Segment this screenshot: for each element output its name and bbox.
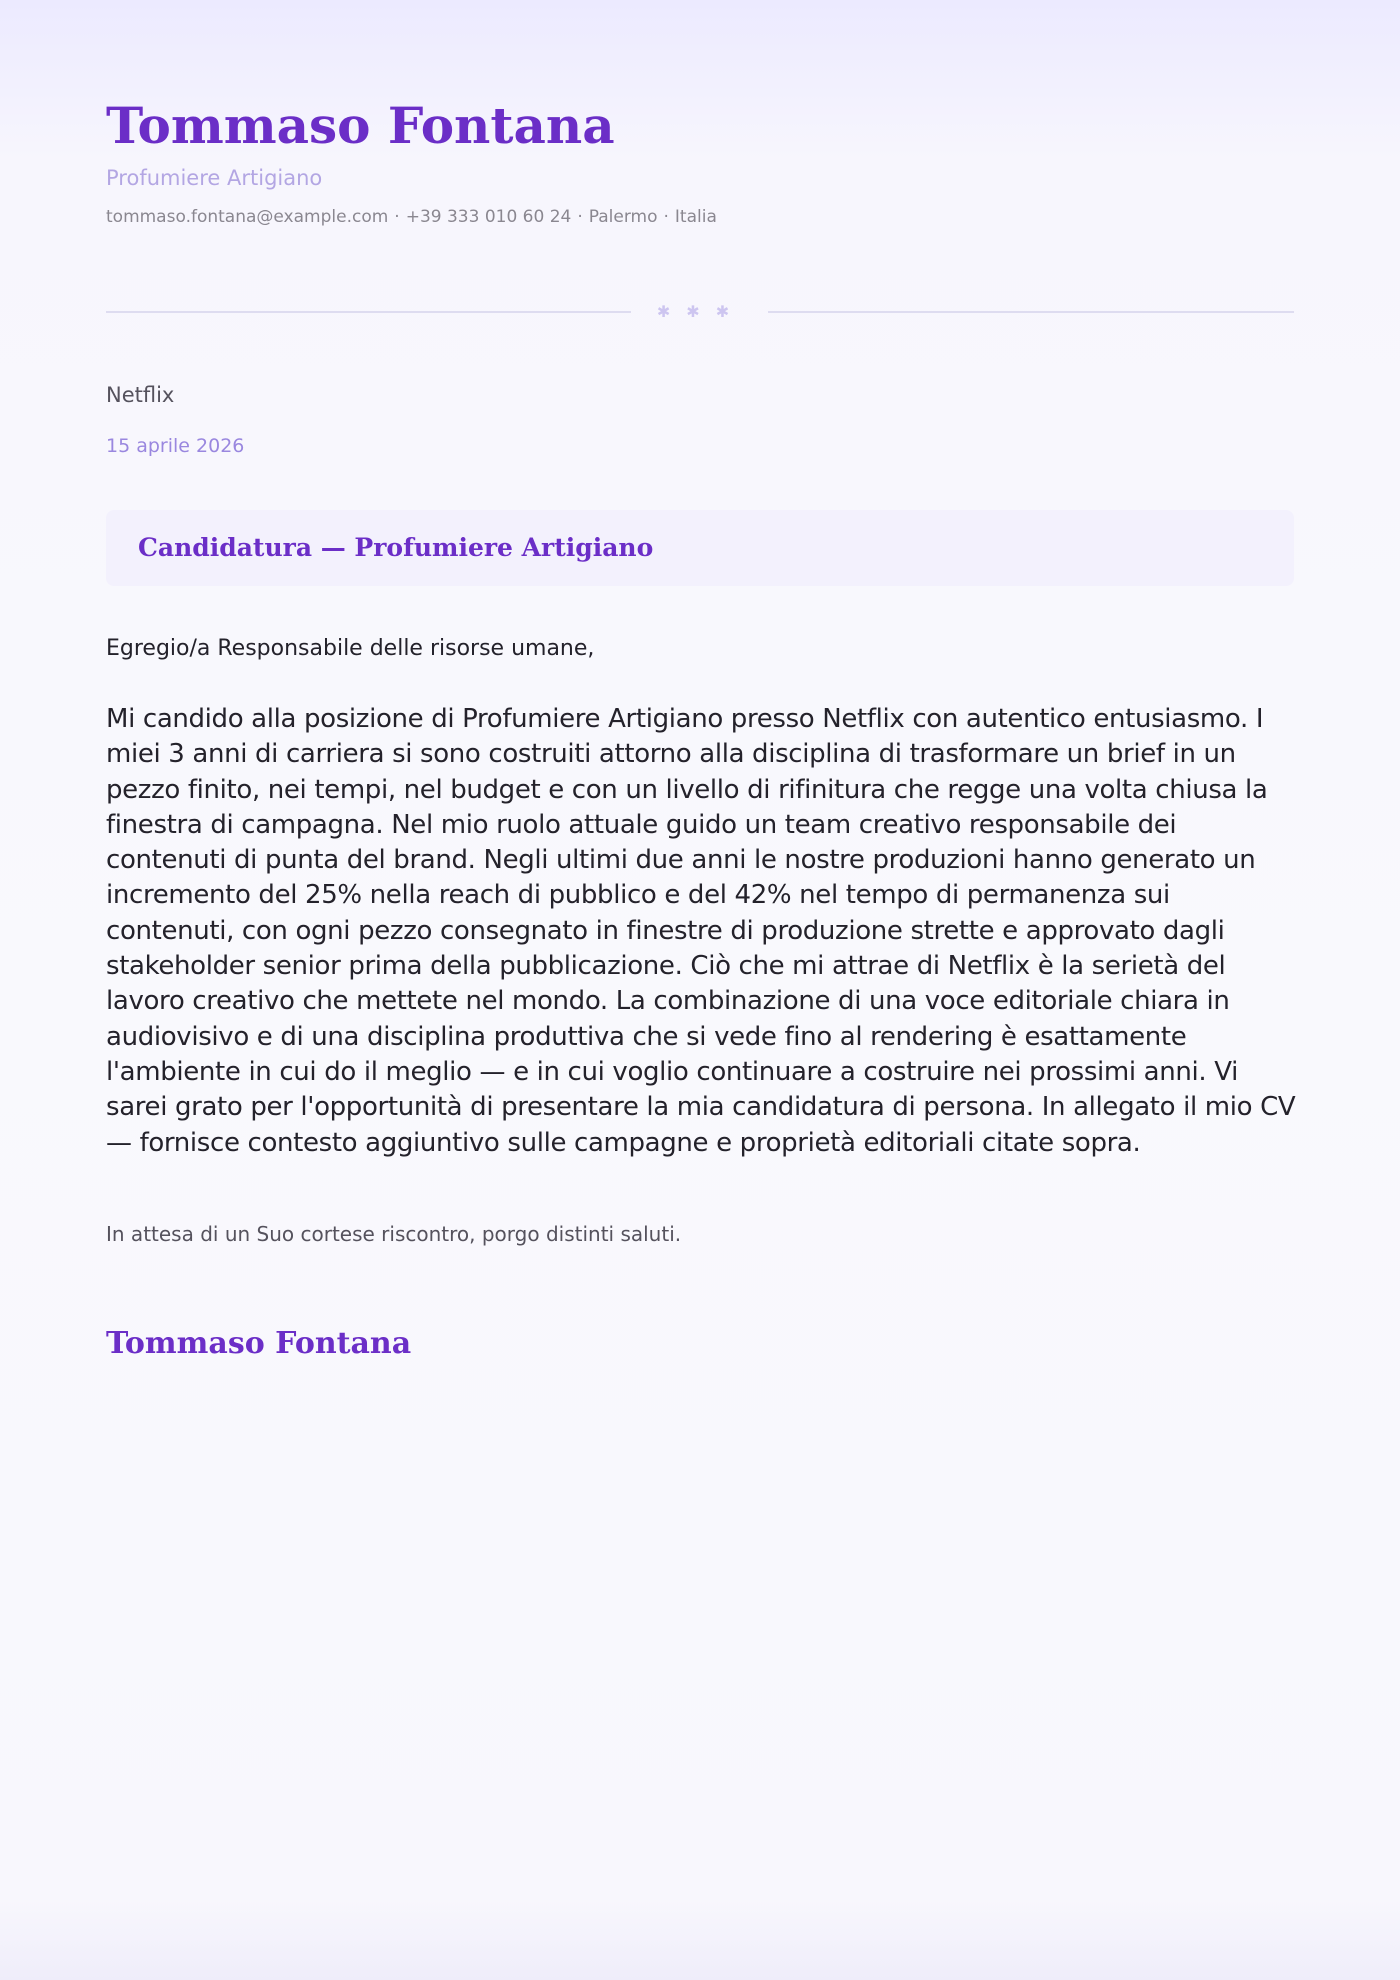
divider-line-right	[768, 311, 1294, 313]
sender-role: Profumiere Artigiano	[106, 166, 323, 190]
contact-separator: ·	[663, 207, 669, 228]
ornamental-divider	[106, 300, 1294, 324]
sender-name: Tommaso Fontana	[106, 96, 615, 155]
letter-header	[106, 96, 1296, 228]
asterisk-ornament-icon: ✱✱✱	[656, 302, 746, 321]
contact-line	[106, 207, 1296, 227]
letter-body: Mi candido alla posizione di Profumiere Artigiano presso Netflix con autentico entusiasmo. I miei 3 anni di carriera si sono costruiti attorno alla disciplina di trasformare un brief in un pezzo finito, nei tempi, nel budget e con un livello di rifinitura che regge una volta chiusa la finestra di campagna. Nel mio ruolo attuale guido un team creativo responsabile dei contenuti di punta del brand. Negli ultimi due anni le nostre produzioni hanno generato un incremento del 25% nella reach di pubblico e del 42% nel tempo di permanenza sui contenuti, con ogni pezzo consegnato in finestre di produzione strette e approvato dagli stakeholder senior prima della pubblicazione. Ciò che mi attrae di Netflix è la serietà del lavoro creativo che mettete nel mondo. La combinazione di una voce editoriale chiara in audiovisivo e di una disciplina produttiva che si vede fino al rendering è esattamente l'ambiente in cui do il meglio — e in cui voglio continuare a costruire nei prossimi anni. Vi sarei grato per l'opportunità di presentare la mia candidatura di persona. In allegato il mio CV — fornisce contesto aggiuntivo sulle campagne e proprietà editoriali citate sopra.	[106, 704, 1296, 1158]
contact-country: Italia	[674, 207, 717, 228]
letter-date: 15 aprile 2026	[106, 435, 245, 457]
closing-line: In attesa di un Suo cortese riscontro, porgo distinti saluti.	[106, 1222, 682, 1246]
recipient-company: Netflix	[106, 383, 175, 407]
subject-line: Candidatura — Profumiere Artigiano	[138, 533, 654, 562]
contact-email: tommaso.fontana@example.com	[106, 207, 389, 228]
divider-line-left	[106, 311, 631, 313]
contact-separator: ·	[394, 207, 400, 228]
signature: Tommaso Fontana	[106, 1326, 412, 1361]
contact-city: Palermo	[588, 207, 658, 228]
contact-phone: +39 333 010 60 24	[405, 207, 572, 228]
contact-separator: ·	[577, 207, 583, 228]
subject-box	[106, 510, 1294, 586]
salutation: Egregio/a Responsabile delle risorse umane,	[106, 636, 595, 661]
